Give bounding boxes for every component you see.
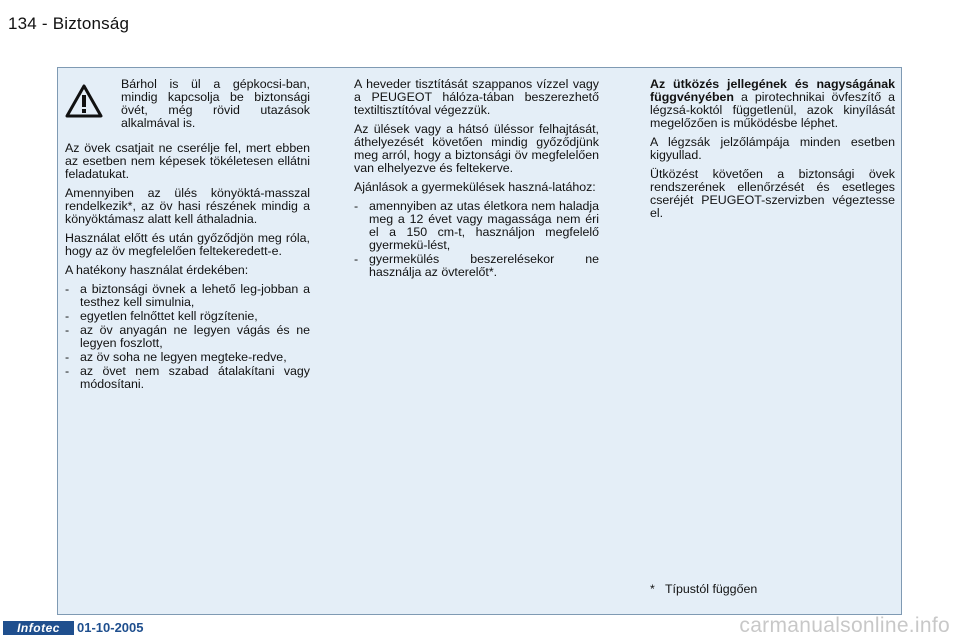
- infotec-logo: Infotec: [3, 621, 74, 635]
- col1-paragraph: Az övek csatjait ne cserélje fel, mert ebben az esetben nem képesek tökéletesen ellátni feladatukat.: [65, 141, 310, 181]
- footer-date: 01-10-2005: [77, 620, 144, 635]
- watermark: carmanualsonline.info: [739, 614, 950, 637]
- header-separator: -: [41, 14, 48, 33]
- col1-paragraph: Amennyiben az ülés könyöktá-masszal rendelkezik*, az öv hasi részének mindig a könyöktámasz alatt kell áthaladnia.: [65, 186, 310, 226]
- footnote-mark: *: [650, 582, 655, 596]
- col1-paragraph: A hatékony használat érdekében:: [65, 263, 249, 277]
- list-item: - a biztonsági övnek a lehető leg-jobban a testhez kell simulnia,: [65, 283, 310, 309]
- usage-list: [65, 283, 310, 391]
- list-item: - az öv soha ne legyen megteke-redve,: [65, 351, 310, 364]
- list-item: - az övet nem szabad átalakítani vagy módosítani.: [65, 365, 310, 391]
- content-panel: [57, 67, 902, 615]
- warning-block: [65, 78, 310, 136]
- list-item: - gyermekülés beszerelésekor ne használja az övterelőt*.: [354, 253, 599, 279]
- warning-text: Bárhol is ül a gépkocsi-ban, mindig kapcsolja be biztonsági övét, még rövid utazások alkalmával is.: [121, 77, 310, 130]
- col2-paragraph: Ajánlások a gyermekülések haszná-latához:: [354, 180, 596, 194]
- column-2: [354, 78, 599, 285]
- col3-paragraph: Ütközést követően a biztonsági övek rendszerének ellenőrzését és esetleges cseréjét PEUGEOT-szervizben végeztesse el.: [650, 167, 895, 220]
- col3-bold-lead: Az ütközés jellegének és nagyságának függvényében: [650, 77, 895, 104]
- section-title: Biztonság: [52, 14, 130, 33]
- col3-paragraph: [650, 78, 895, 130]
- column-3: [650, 78, 895, 226]
- warning-icon: [65, 78, 121, 121]
- col3-lead-rest: a pirotechnikai övfeszítő a légzsá-koktól függetlenül, azok kinyílását megelőzően is működésbe léphet.: [650, 90, 895, 130]
- list-item: - egyetlen felnőttet kell rögzítenie,: [65, 310, 310, 323]
- col1-paragraph: Használat előtt és után győződjön meg róla, hogy az öv megfelelően feltekeredett-e.: [65, 231, 310, 258]
- child-seat-list: [354, 200, 599, 279]
- page-number: 134: [8, 14, 37, 33]
- col2-paragraph: Az ülések vagy a hátsó üléssor felhajtását, áthelyezését követően mindig győződjünk meg arról, hogy a biztonsági öv megfelelően van elhelyezve és feltekerve.: [354, 122, 599, 175]
- page-header: [8, 14, 129, 34]
- footnote-text: Típustól függően: [664, 582, 758, 596]
- column-1: [65, 78, 310, 397]
- col2-paragraph: A heveder tisztítását szappanos vízzel vagy a PEUGEOT hálóza-tában beszerezhető textiltisztítóval végezzük.: [354, 77, 599, 117]
- col3-paragraph: A légzsák jelzőlámpája minden esetben kigyullad.: [650, 135, 895, 162]
- list-item: - amennyiben az utas életkora nem haladja meg a 12 évet vagy magassága nem éri el a 150 cm-t, használjon megfelelő gyermekü-lést,: [354, 200, 599, 252]
- footnote: [650, 582, 757, 596]
- list-item: - az öv anyagán ne legyen vágás és ne legyen foszlott,: [65, 324, 310, 350]
